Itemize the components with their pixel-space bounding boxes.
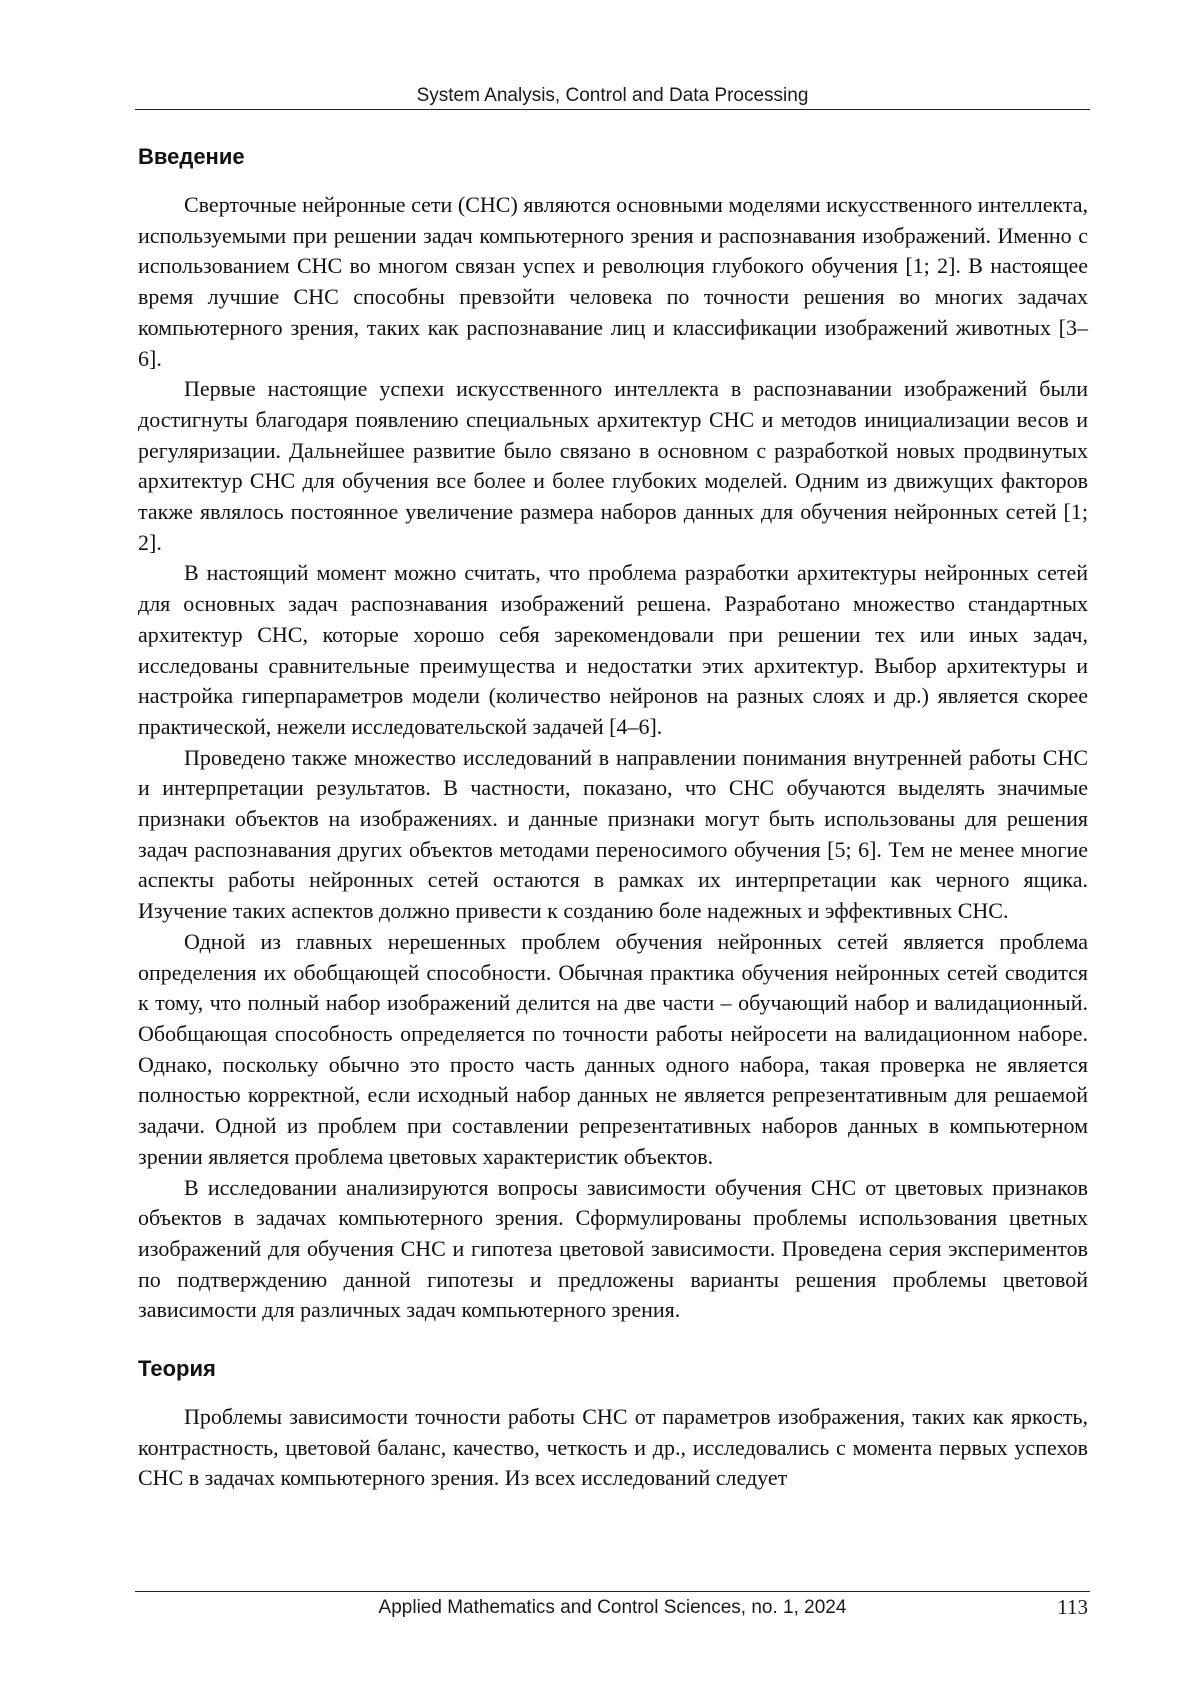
section-introduction [138, 140, 1088, 1326]
paragraph: В исследовании анализируются вопросы зависимости обучения СНС от цветовых признаков объектов в задачах компьютерного зрения. Сформулированы проблемы использования цветных изображений для обучения СНС и гипотеза цветовой зависимости. Проведена серия экспериментов по подтверждению данной гипотезы и предложены варианты решения проблемы цветовой зависимости для различных задач компьютерного зрения. [138, 1174, 1088, 1323]
section-theory [138, 1352, 1088, 1494]
header-rule [135, 109, 1090, 110]
footer-rule [135, 1591, 1090, 1592]
section-heading: Теория [138, 1356, 216, 1382]
running-head: System Analysis, Control and Data Processing [416, 85, 809, 106]
paragraph: Одной из главных нерешенных проблем обучения нейронных сетей является проблема определения их обобщающей способности. Обычная практика обучения нейронных сетей сводится к тому, что полный набор изображений делится на две части – обучающий набор и валидационный. Обобщающая способность определяется по точности работы нейросети на валидационном наборе. Однако, поскольку обычно это просто часть данных одного набора, такая проверка не является полностью корректной, если исходный набор данных не является репрезентативным для решаемой задачи. Одной из проблем при составлении репрезентативных наборов данных в компьютерном зрении является проблема цветовых характеристик объектов. [138, 928, 1088, 1169]
paragraph: Первые настоящие успехи искусственного интеллекта в распознавании изображений были достигнуты благодаря появлению специальных архитектур СНС и методов инициализации весов и регуляризации. Дальнейшее развитие было связано в основном с разработкой новых продвинутых архитектур СНС для обучения все более и более глубоких моделей. Одним из движущих факторов также являлось постоянное увеличение размера наборов данных для обучения нейронных сетей [1; 2]. [138, 376, 1088, 555]
journal-footer: Applied Mathematics and Control Sciences, no. 1, 2024 [378, 1597, 847, 1618]
paragraph: Проблемы зависимости точности работы СНС от параметров изображения, таких как яркость, контрастность, цветовой баланс, качество, четкость и др., исследовались с момента первых успехов СНС в задачах компьютерного зрения. Из всех исследований следует [138, 1404, 1088, 1491]
section-heading: Введение [138, 144, 245, 169]
paragraph: Сверточные нейронные сети (СНС) являются основными моделями искусственного интеллекта, используемыми при решении задач компьютерного зрения и распознавания изображений. Именно с использованием СНС во многом связан успех и революция глубокого обучения [1; 2]. В настоящее время лучшие СНС способны превзойти человека по точности решения во многих задачах компьютерного зрения, таких как распознавание лиц и классификации изображений животных [3–6]. [138, 192, 1088, 371]
page-number: 113 [1057, 1595, 1088, 1619]
article-body [138, 140, 1088, 1494]
paragraph: Проведено также множество исследований в направлении понимания внутренней работы СНС и интерпретации результатов. В частности, показано, что СНС обучаются выделять значимые признаки объектов на изображениях. и данные признаки могут быть использованы для решения задач распознавания других объектов методами переносимого обучения [5; 6]. Тем не менее многие аспекты работы нейронных сетей остаются в рамках их интерпретации как черного ящика. Изучение таких аспектов должно привести к созданию боле надежных и эффективных СНС. [138, 744, 1088, 924]
paragraph: В настоящий момент можно считать, что проблема разработки архитектуры нейронных сетей для основных задач распознавания изображений решена. Разработано множество стандартных архитектур СНС, которые хорошо себя зарекомендовали при решении тех или иных задач, исследованы сравнительные преимущества и недостатки этих архитектур. Выбор архитектуры и настройка гиперпараметров модели (количество нейронов на разных слоях и др.) является скорее практической, нежели исследовательской задачей [4–6]. [138, 560, 1088, 739]
